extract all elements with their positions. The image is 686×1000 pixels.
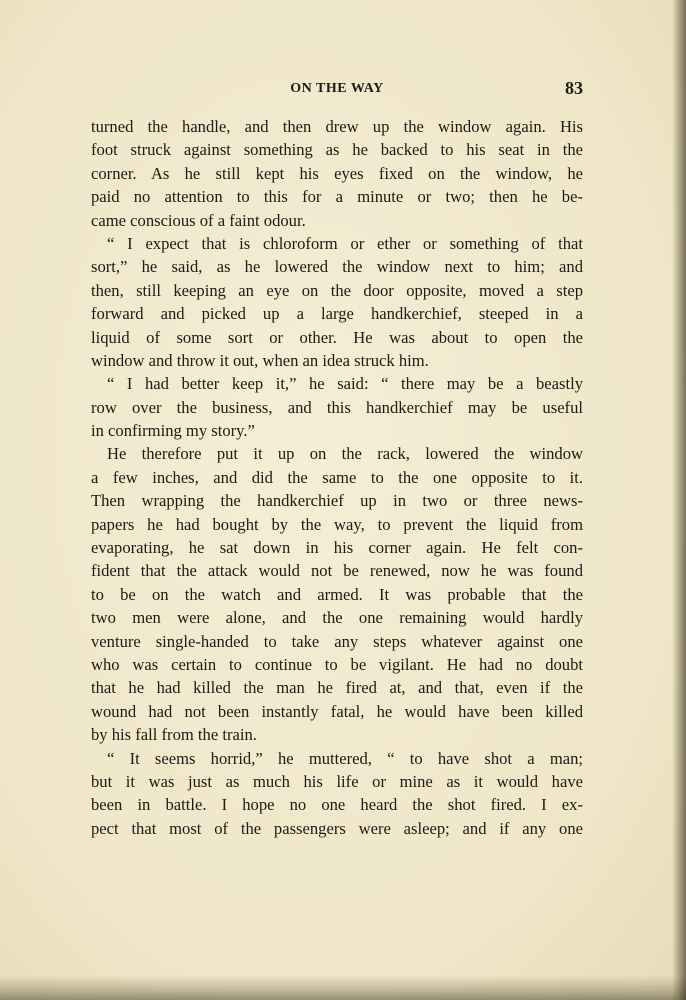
text-line: then, still keeping an eye on the door opposite, moved a step [91, 280, 583, 300]
text-line: liquid of some sort or other. He was about to open the [91, 327, 583, 347]
body-text [91, 115, 583, 840]
text-line: papers he had bought by the way, to prevent the liquid from [91, 514, 583, 534]
text-line: that he had killed the man he fired at, and that, even if the [91, 678, 583, 698]
text-line: window and throw it out, when an idea struck him. [91, 350, 429, 370]
running-head [91, 78, 583, 100]
text-line: corner. As he still kept his eyes fixed on the window, he [91, 163, 583, 183]
text-line: two men were alone, and the one remaining would hardly [91, 608, 583, 628]
text-line: row over the business, and this handkerchief may be useful [91, 397, 583, 417]
text-line: been in battle. I hope no one heard the shot fired. I ex- [91, 795, 583, 815]
text-line: foot struck against something as he backed to his seat in the [91, 140, 583, 160]
running-title: ON THE WAY [290, 81, 384, 96]
text-line: by his fall from the train. [91, 725, 257, 745]
text-line: pect that most of the passengers were asleep; and if any one [91, 818, 583, 838]
text-line: turned the handle, and then drew up the window again. His [91, 117, 583, 136]
text-line: venture single-handed to take any steps whatever against one [91, 631, 583, 651]
text-line: came conscious of a faint odour. [91, 210, 306, 230]
text-line: “ I expect that is chloroform or ether or something of that [107, 233, 583, 253]
text-line: a few inches, and did the same to the one opposite to it. [91, 467, 583, 487]
text-line: “ I had better keep it,” he said: “ there may be a beastly [107, 374, 583, 394]
text-line: who was certain to continue to be vigilant. He had no doubt [91, 654, 583, 674]
text-line: evaporating, he sat down in his corner again. He felt con- [91, 538, 583, 558]
text-line: to be on the watch and armed. It was probable that the [91, 584, 583, 604]
text-line: in confirming my story.” [91, 421, 255, 441]
text-line: “ It seems horrid,” he muttered, “ to have shot a man; [107, 748, 583, 768]
text-line: He therefore put it up on the rack, lowered the window [107, 444, 583, 464]
text-line: wound had not been instantly fatal, he would have been killed [91, 701, 583, 721]
text-line: forward and picked up a large handkerchief, steeped in a [91, 304, 583, 324]
text-line: but it was just as much his life or mine as it would have [91, 771, 583, 791]
text-line: sort,” he said, as he lowered the window next to him; and [91, 257, 583, 277]
text-line: Then wrapping the handkerchief up in two or three news- [91, 491, 583, 511]
page-number: 83 [565, 78, 583, 98]
text-line: paid no attention to this for a minute or two; then he be- [91, 187, 583, 207]
text-line: fident that the attack would not be renewed, now he was found [91, 561, 583, 581]
